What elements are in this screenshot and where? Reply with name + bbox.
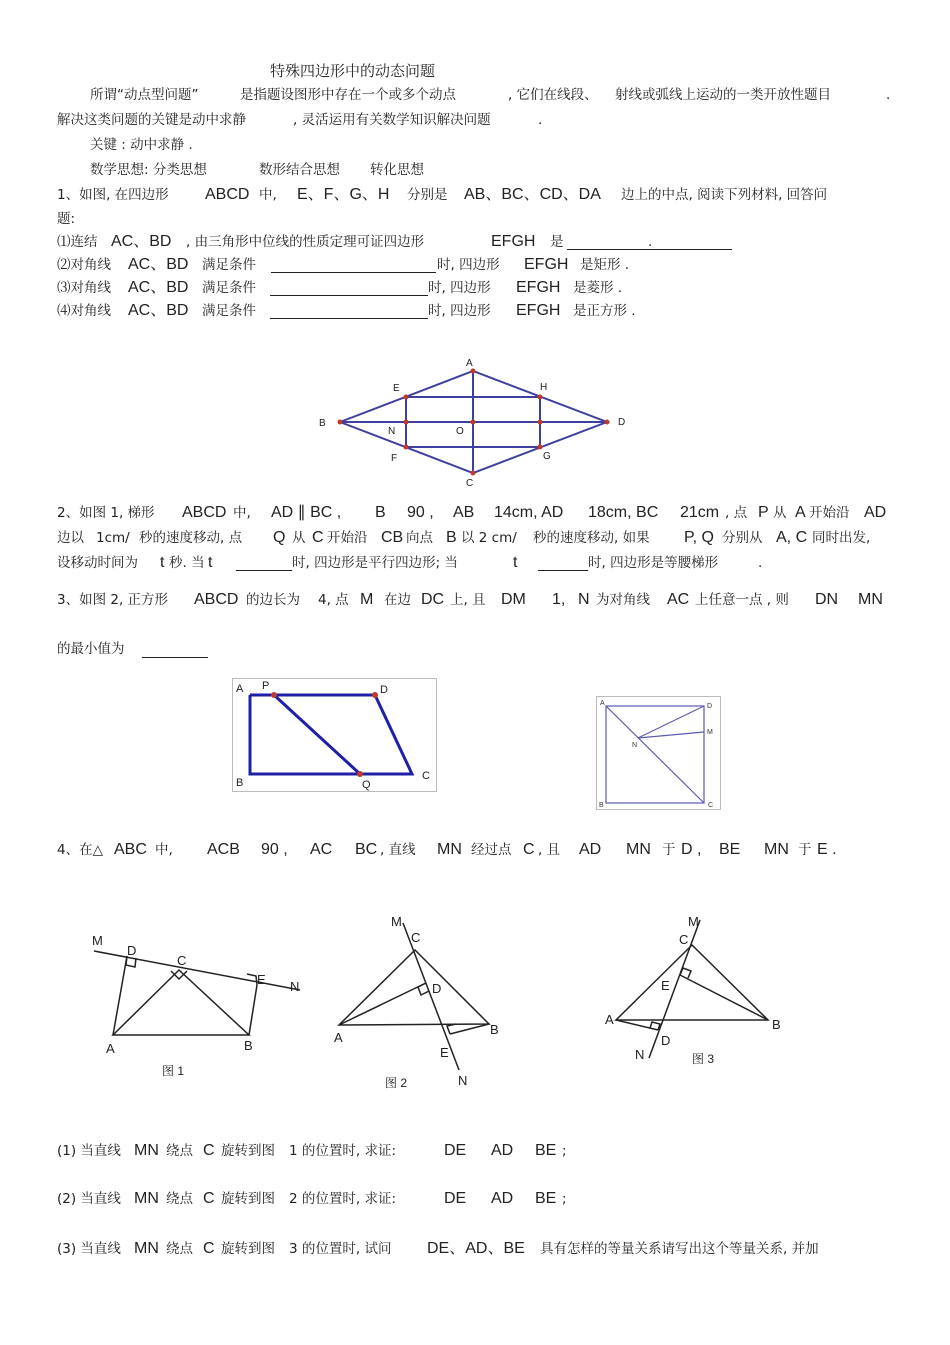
q4-math: ABC bbox=[114, 841, 147, 858]
q1-sub: 时, 四边形 bbox=[437, 257, 500, 273]
q3-math: DN bbox=[815, 591, 839, 608]
point-label: D bbox=[661, 1033, 671, 1048]
q1-sub: 是矩形 . bbox=[580, 257, 630, 273]
q2-math: AD bbox=[864, 504, 887, 521]
q4-math: BE bbox=[719, 841, 741, 858]
q1-math: AC、BD bbox=[111, 233, 172, 250]
intro-text: . bbox=[886, 87, 891, 103]
q3-math: AC bbox=[667, 591, 690, 608]
subq-text: 绕点 bbox=[166, 1191, 193, 1207]
q1-sub: 是正方形 . bbox=[573, 303, 636, 319]
q4-text: 于 bbox=[798, 842, 812, 858]
q2-math: AD ∥ BC , bbox=[271, 504, 342, 521]
point-label: N bbox=[632, 742, 638, 749]
subq-math: C bbox=[203, 1190, 215, 1207]
q2-text: 开始沿 bbox=[809, 505, 850, 521]
q4-text: 于 bbox=[662, 842, 676, 858]
q2-math: AB bbox=[453, 504, 475, 521]
subq-text: ; bbox=[562, 1143, 567, 1159]
answer-blank[interactable] bbox=[236, 558, 292, 575]
point-label: M bbox=[391, 914, 402, 929]
point-label: N bbox=[458, 1073, 468, 1088]
thinking-label: 数学思想: 分类思想 bbox=[90, 162, 207, 178]
figure-triangle-2 bbox=[325, 910, 515, 1090]
q1-sub: 时, 四边形 bbox=[428, 280, 491, 296]
q2-text: 向点 bbox=[406, 530, 433, 546]
figure-triangle-3 bbox=[600, 910, 790, 1070]
q3-math: M bbox=[360, 591, 374, 608]
q2-math: ABCD bbox=[182, 504, 227, 521]
q4-math: MN bbox=[437, 841, 462, 858]
point-label: D bbox=[707, 703, 713, 710]
q4-text: , 直线 bbox=[380, 842, 416, 858]
q1-text: 中, bbox=[259, 187, 277, 203]
point-label: N bbox=[635, 1047, 645, 1062]
q3-text: 4, 点 bbox=[318, 592, 349, 608]
q2-math: A bbox=[795, 504, 806, 521]
intro-text: . bbox=[538, 112, 543, 128]
point-label: Q bbox=[362, 779, 371, 791]
figure-trapezoid bbox=[232, 678, 438, 793]
point-label: G bbox=[543, 451, 551, 462]
q2-math: t bbox=[160, 554, 165, 571]
q3-text: 为对角线 bbox=[596, 592, 650, 608]
point-label: D bbox=[380, 684, 388, 696]
point-label: H bbox=[540, 382, 548, 393]
q2-text: 秒的速度移动, 如果 bbox=[533, 530, 650, 546]
point-label: B bbox=[599, 802, 604, 809]
answer-blank[interactable] bbox=[142, 645, 208, 662]
subq-text: (3) 当直线 bbox=[57, 1241, 121, 1257]
q2-text: , 点 bbox=[725, 505, 748, 521]
q4-math: AC bbox=[310, 841, 333, 858]
q2-text: 2、如图 1, 梯形 bbox=[57, 505, 155, 521]
q1-math: EFGH bbox=[516, 302, 561, 319]
intro-text: 射线或弧线上运动的一类开放性题目 bbox=[615, 87, 831, 103]
q2-text: 从 bbox=[773, 505, 787, 521]
page-title: 特殊四边形中的动态问题 bbox=[270, 62, 436, 80]
point-label: B bbox=[319, 418, 326, 429]
point-label: A bbox=[236, 683, 244, 695]
point-label: C bbox=[422, 770, 430, 782]
intro-text: , 灵活运用有关数学知识解决问题 bbox=[293, 112, 491, 128]
q3-text: 的边长为 bbox=[246, 592, 300, 608]
q1-sub: ⑶对角线 bbox=[57, 280, 111, 296]
subq-math: AD bbox=[491, 1142, 514, 1159]
q3-text: 上任意一点 , 则 bbox=[695, 592, 789, 608]
q2-text: 1cm/ bbox=[96, 530, 130, 546]
q3-math: ABCD bbox=[194, 591, 239, 608]
q3-text: 的最小值为 bbox=[57, 641, 125, 657]
intro-text: 解决这类问题的关键是动中求静 bbox=[57, 112, 246, 128]
point-label: E bbox=[393, 383, 400, 394]
q4-text: 经过点 bbox=[471, 842, 512, 858]
q1-sub: ⑷对角线 bbox=[57, 303, 111, 319]
q1-math: AB、BC、CD、DA bbox=[464, 186, 601, 203]
q1-text: 边上的中点, 阅读下列材料, 回答问 bbox=[621, 187, 828, 203]
point-label: M bbox=[707, 729, 713, 736]
q1-math: E、F、G、H bbox=[297, 186, 390, 203]
subq-math: MN bbox=[134, 1142, 159, 1159]
q2-text: 中, bbox=[233, 505, 251, 521]
q2-math: t bbox=[208, 554, 213, 571]
q2-math: A, C bbox=[776, 529, 808, 546]
subq-math: C bbox=[203, 1142, 215, 1159]
subq-math: MN bbox=[134, 1190, 159, 1207]
q4-math: C bbox=[523, 841, 535, 858]
answer-blank[interactable] bbox=[271, 260, 436, 277]
q4-math: E . bbox=[817, 841, 837, 858]
q1-math: EFGH bbox=[524, 256, 569, 273]
point-label: C bbox=[708, 802, 714, 809]
subq-text: 2 的位置时, 求证: bbox=[289, 1191, 397, 1207]
point-label: F bbox=[391, 453, 398, 464]
subq-math: C bbox=[203, 1240, 215, 1257]
q4-math: ACB bbox=[207, 841, 240, 858]
q2-math: C bbox=[312, 529, 324, 546]
point-label: N bbox=[290, 979, 300, 994]
point-label: D bbox=[127, 943, 137, 958]
q3-text: 3、如图 2, 正方形 bbox=[57, 592, 169, 608]
q1-math: AC、BD bbox=[128, 256, 189, 273]
point-label: C bbox=[411, 930, 421, 945]
subq-math: BE bbox=[535, 1190, 557, 1207]
intro-text: 所谓“动点型问题” bbox=[90, 87, 199, 103]
point-label: B bbox=[490, 1022, 499, 1037]
point-label: B bbox=[236, 777, 244, 789]
q2-math: t bbox=[513, 554, 518, 571]
q4-text: , 且 bbox=[538, 842, 561, 858]
q1-sub: 满足条件 bbox=[202, 303, 256, 319]
q1-sub: 时, 四边形 bbox=[428, 303, 491, 319]
subq-text: 绕点 bbox=[166, 1241, 193, 1257]
q3-math: MN bbox=[858, 591, 883, 608]
q2-math: 21cm bbox=[680, 504, 720, 521]
thinking-item: 转化思想 bbox=[370, 162, 424, 178]
q4-math: D , bbox=[681, 841, 702, 858]
answer-blank[interactable] bbox=[538, 558, 588, 575]
q2-math: 18cm, BC bbox=[588, 504, 659, 521]
q1-sub: , 由三角形中位线的性质定理可证四边形 bbox=[186, 234, 425, 250]
point-label: M bbox=[92, 933, 103, 948]
q3-text: 上, 且 bbox=[450, 592, 486, 608]
point-label: D bbox=[432, 981, 442, 996]
q3-math: 1, bbox=[552, 591, 566, 608]
point-label: M bbox=[688, 914, 699, 929]
q4-math: MN bbox=[626, 841, 651, 858]
subq-math: MN bbox=[134, 1240, 159, 1257]
subq-text: 旋转到图 bbox=[221, 1143, 275, 1159]
q2-text: 秒. 当 bbox=[169, 555, 205, 571]
subq-math: DE bbox=[444, 1190, 467, 1207]
q1-sub: 是 bbox=[550, 234, 564, 250]
q2-text: 时, 四边形是等腰梯形 bbox=[588, 555, 719, 571]
subq-math: DE、AD、BE bbox=[427, 1240, 525, 1257]
q2-text: 边以 bbox=[57, 530, 84, 546]
q3-text: 在边 bbox=[384, 592, 411, 608]
point-label: C bbox=[466, 478, 474, 489]
q2-text: 同时出发, bbox=[812, 530, 871, 546]
q2-math: 90 , bbox=[407, 504, 434, 521]
q2-text: 分别从 bbox=[722, 530, 763, 546]
q4-text: 4、在△ bbox=[57, 842, 103, 858]
figure-caption: 图 3 bbox=[692, 1052, 715, 1066]
point-label: D bbox=[618, 417, 626, 428]
figure-triangle-1 bbox=[80, 925, 310, 1085]
q2-math: P bbox=[758, 504, 769, 521]
subq-text: 旋转到图 bbox=[221, 1241, 275, 1257]
q1-sub: ⑵对角线 bbox=[57, 257, 111, 273]
subq-text: 3 的位置时, 试问 bbox=[289, 1241, 392, 1257]
point-label: E bbox=[440, 1045, 449, 1060]
q1-sub: . bbox=[648, 234, 653, 250]
answer-blank[interactable] bbox=[270, 283, 428, 300]
subq-text: 绕点 bbox=[166, 1143, 193, 1159]
subq-text: ; bbox=[562, 1191, 567, 1207]
q3-math: DC bbox=[421, 591, 445, 608]
point-label: B bbox=[772, 1017, 781, 1032]
point-label: A bbox=[334, 1030, 343, 1045]
point-label: C bbox=[177, 953, 187, 968]
point-label: B bbox=[244, 1038, 253, 1053]
q1-text: 题: bbox=[57, 211, 76, 227]
figure-caption: 图 1 bbox=[162, 1064, 185, 1078]
q1-sub: 满足条件 bbox=[202, 257, 256, 273]
q1-text: 分别是 bbox=[407, 187, 448, 203]
q4-math: MN bbox=[764, 841, 789, 858]
q2-text: 设移动时间为 bbox=[57, 555, 138, 571]
answer-blank[interactable] bbox=[270, 306, 428, 323]
point-label: E bbox=[661, 978, 670, 993]
subq-text: (1) 当直线 bbox=[57, 1143, 121, 1159]
q2-text: 从 bbox=[292, 530, 306, 546]
figure-square bbox=[596, 696, 722, 811]
subq-math: AD bbox=[491, 1190, 514, 1207]
q3-math: N bbox=[578, 591, 590, 608]
subq-text: 具有怎样的等量关系请写出这个等量关系, 并加 bbox=[540, 1241, 819, 1257]
q4-math: 90 , bbox=[261, 841, 288, 858]
q2-text: . bbox=[758, 555, 763, 571]
q4-math: BC bbox=[355, 841, 378, 858]
subq-math: DE bbox=[444, 1142, 467, 1159]
point-label: N bbox=[388, 426, 396, 437]
q2-math: 14cm, AD bbox=[494, 504, 564, 521]
intro-text: 是指题设图形中存在一个或多个动点 bbox=[240, 87, 456, 103]
q2-math: B bbox=[446, 529, 457, 546]
q3-math: DM bbox=[501, 591, 526, 608]
figure-quadrilateral-midpoints bbox=[310, 355, 640, 490]
subq-text: 1 的位置时, 求证: bbox=[289, 1143, 397, 1159]
point-label: C bbox=[679, 932, 689, 947]
intro-text: , 它们在线段、 bbox=[508, 87, 598, 103]
q1-sub: 满足条件 bbox=[202, 280, 256, 296]
q1-text: 1、如图, 在四边形 bbox=[57, 187, 169, 203]
q2-math: B bbox=[375, 504, 386, 521]
q4-text: 中, bbox=[155, 842, 173, 858]
q2-text: 时, 四边形是平行四边形; 当 bbox=[292, 555, 458, 571]
point-label: A bbox=[605, 1012, 614, 1027]
q1-math: ABCD bbox=[205, 186, 250, 203]
point-label: A bbox=[466, 358, 473, 369]
key-text: 关键 : 动中求静 . bbox=[90, 137, 193, 153]
q1-math: AC、BD bbox=[128, 279, 189, 296]
q2-math: P, Q bbox=[684, 529, 714, 546]
point-label: A bbox=[600, 700, 605, 707]
point-label: O bbox=[456, 426, 464, 437]
point-label: P bbox=[262, 680, 270, 692]
q1-math: AC、BD bbox=[128, 302, 189, 319]
q2-text: 开始沿 bbox=[327, 530, 368, 546]
q1-sub: ⑴连结 bbox=[57, 234, 98, 250]
q2-text: 以 2 cm/ bbox=[461, 530, 517, 546]
subq-math: BE bbox=[535, 1142, 557, 1159]
figure-caption: 图 2 bbox=[385, 1076, 408, 1090]
q1-math: EFGH bbox=[516, 279, 561, 296]
q2-math: Q bbox=[273, 529, 286, 546]
thinking-item: 数形结合思想 bbox=[259, 162, 340, 178]
q2-text: 秒的速度移动, 点 bbox=[139, 530, 243, 546]
subq-text: 旋转到图 bbox=[221, 1191, 275, 1207]
q4-math: AD bbox=[579, 841, 602, 858]
q2-math: CB bbox=[381, 529, 404, 546]
q1-math: EFGH bbox=[491, 233, 536, 250]
point-label: E bbox=[257, 972, 266, 987]
q1-sub: 是菱形 . bbox=[573, 280, 623, 296]
point-label: A bbox=[106, 1041, 115, 1056]
subq-text: (2) 当直线 bbox=[57, 1191, 121, 1207]
